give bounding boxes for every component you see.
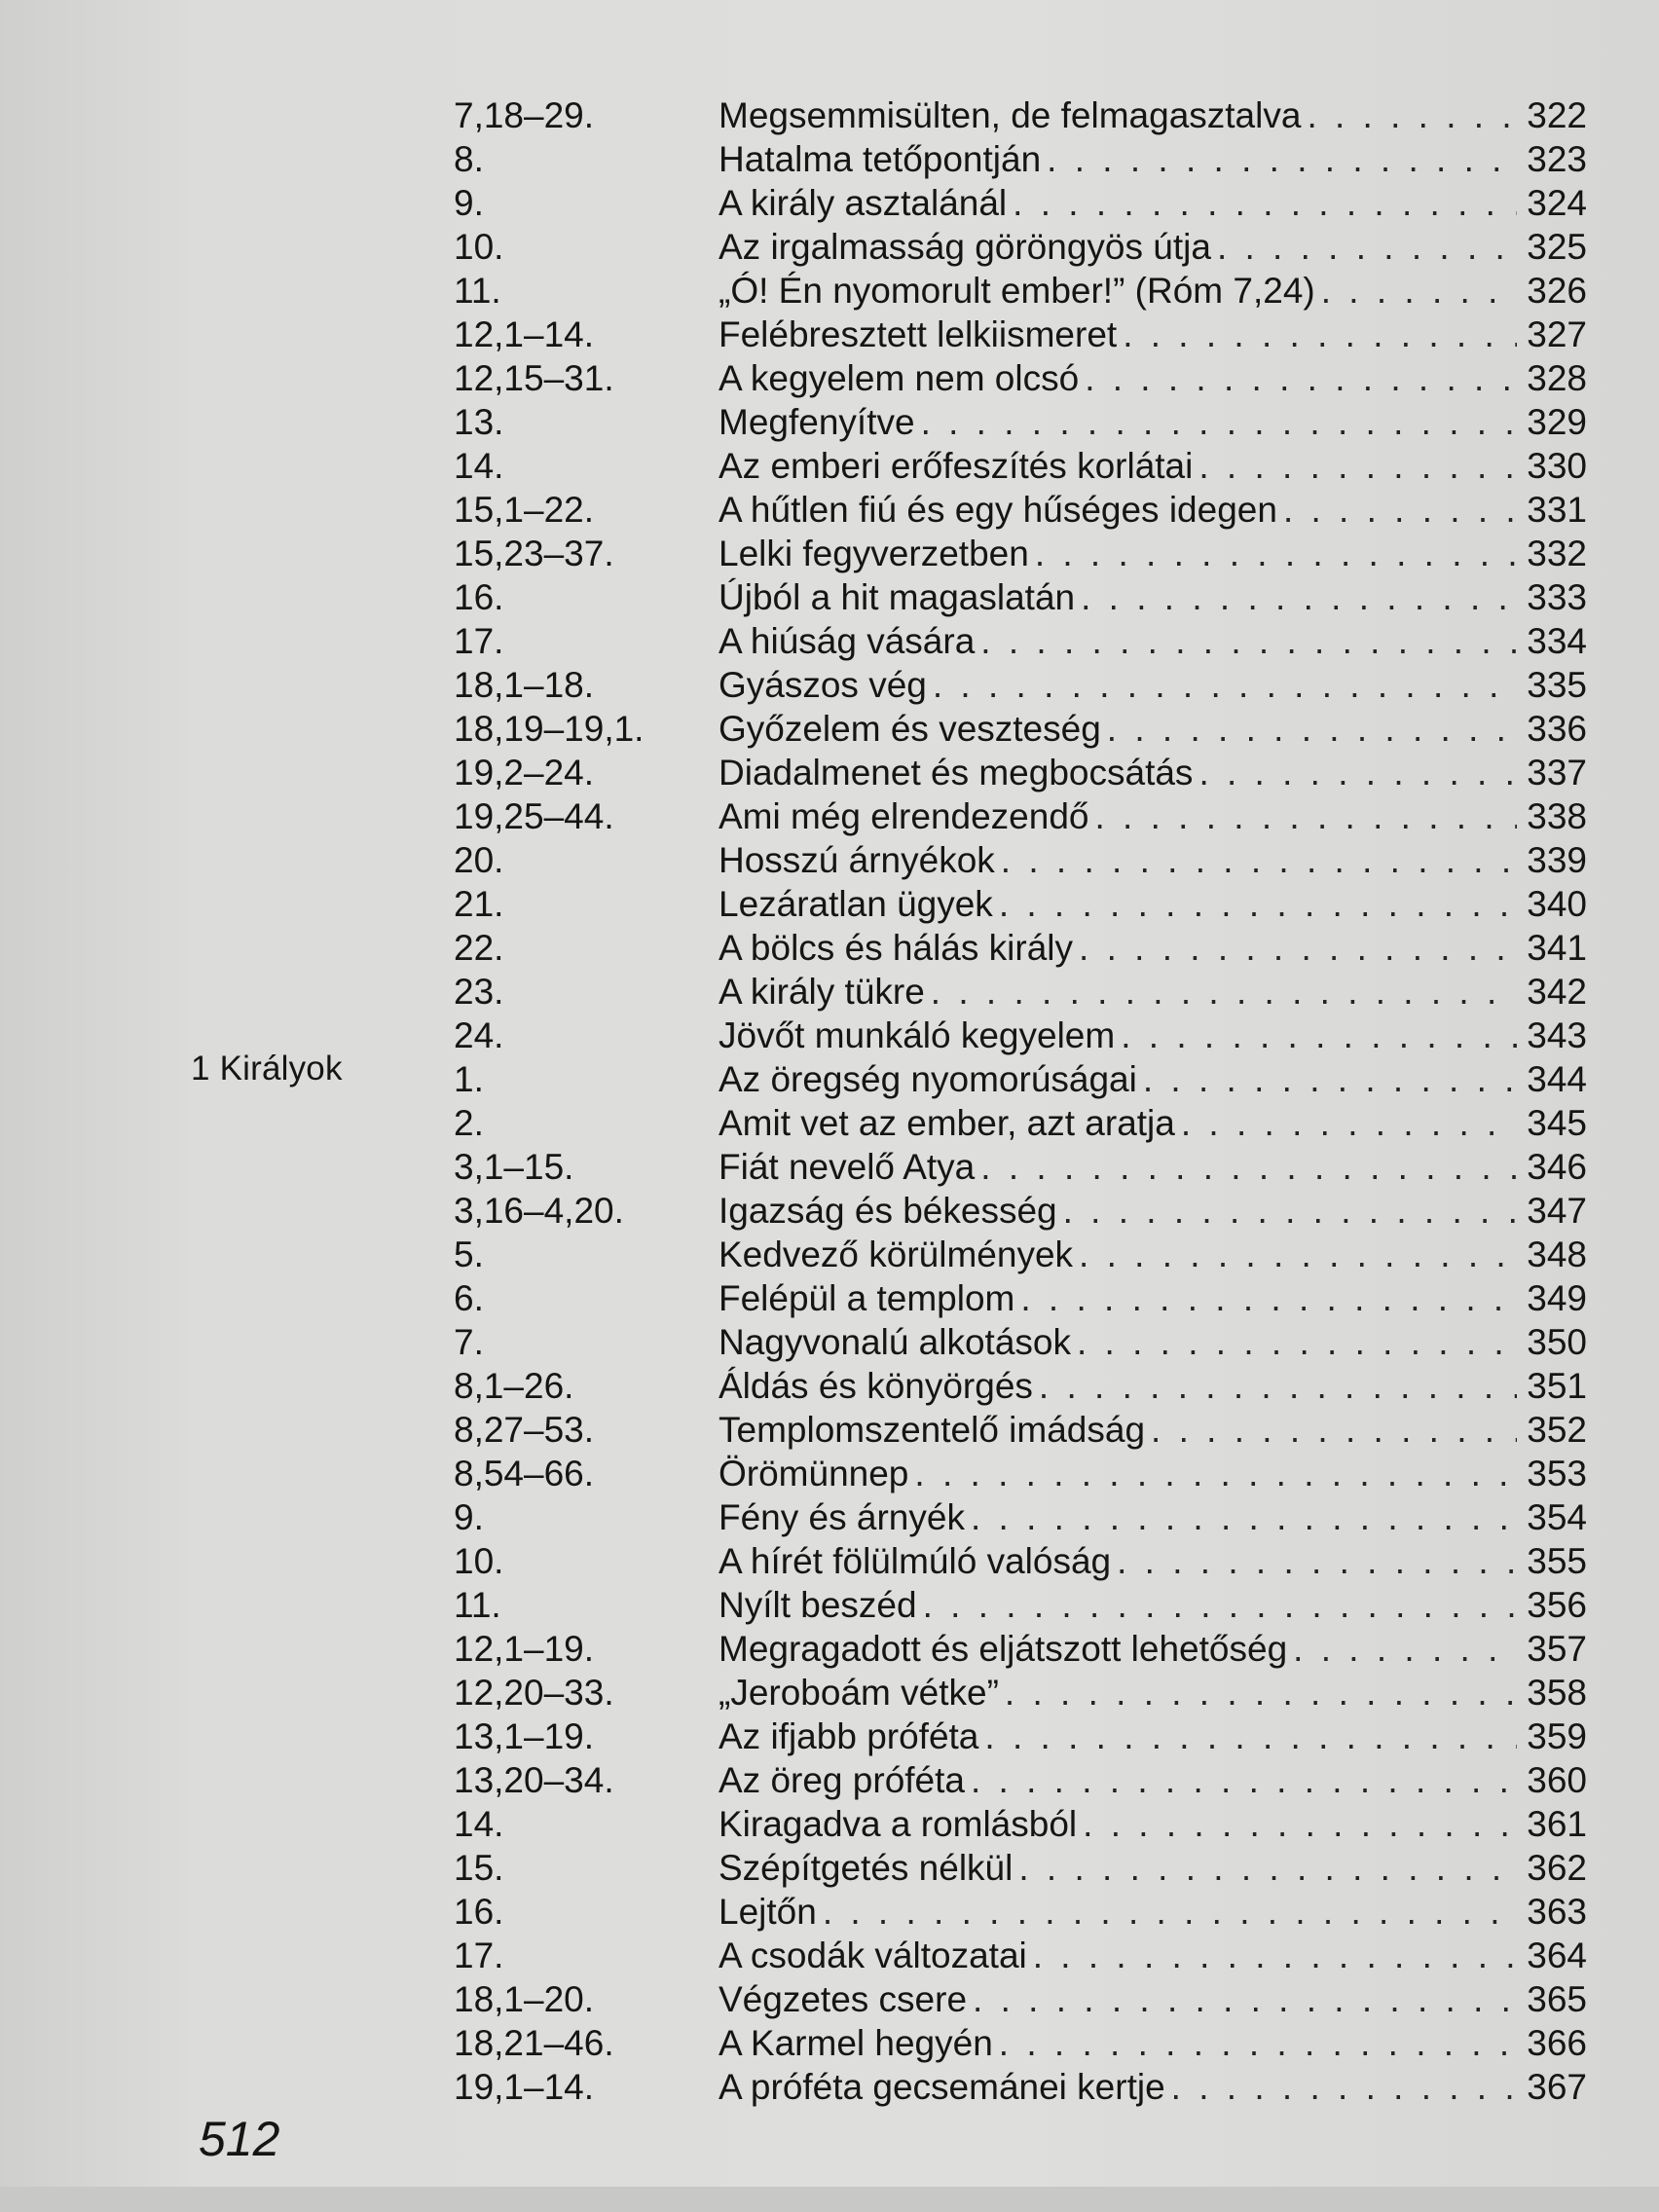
toc-title: A hűtlen fiú és egy hűséges idegen (719, 490, 1277, 530)
toc-entry (719, 444, 1587, 488)
toc-entry (719, 1233, 1587, 1276)
toc-entry (719, 1846, 1587, 1890)
toc-entry (719, 1671, 1587, 1714)
toc-title: Nagyvonalú alkotások (719, 1322, 1071, 1362)
toc-title: Kiragadva a romlásból (719, 1804, 1078, 1844)
dot-leader (1198, 444, 1517, 488)
toc-entry (719, 751, 1587, 794)
toc-page-number: 340 (1527, 884, 1587, 924)
toc-page-number: 367 (1527, 2067, 1587, 2107)
toc-row (454, 2021, 1591, 2065)
toc-title: Végzetes csere (719, 1979, 968, 2019)
dot-leader (1151, 1408, 1517, 1452)
toc-row (454, 1495, 1591, 1539)
toc-title: Diadalmenet és megbocsátás (719, 753, 1194, 793)
toc-reference: 18,19–19,1. (454, 709, 645, 749)
dot-leader (1107, 707, 1517, 751)
toc-entry (719, 1627, 1587, 1671)
dot-leader (1081, 575, 1517, 619)
toc-entry (719, 619, 1587, 663)
toc-entry (719, 269, 1587, 313)
toc-title: Jövőt munkáló kegyelem (719, 1015, 1116, 1055)
toc-entry (719, 1014, 1587, 1057)
toc-entry (719, 1364, 1587, 1408)
toc-title: „Ó! Én nyomorult ember!” (Róm 7,24) (719, 271, 1315, 311)
dot-leader (823, 1890, 1517, 1934)
toc-row (454, 532, 1591, 575)
toc-entry (719, 356, 1587, 400)
toc-row (454, 1671, 1591, 1714)
toc-page-number: 328 (1527, 358, 1587, 398)
dot-leader (1083, 1802, 1517, 1846)
toc-reference: 12,1–19. (454, 1629, 595, 1669)
dot-leader (1143, 1057, 1517, 1101)
toc-page-number: 352 (1527, 1410, 1587, 1450)
toc-row (454, 1145, 1591, 1189)
toc-page-number: 331 (1527, 490, 1587, 530)
toc-row (454, 1452, 1591, 1495)
toc-page-number: 341 (1527, 928, 1587, 968)
toc-page-number: 357 (1527, 1629, 1587, 1669)
toc-row (454, 313, 1591, 356)
dot-leader (1020, 1276, 1517, 1320)
toc-page-number: 353 (1527, 1454, 1587, 1493)
toc-reference: 14. (454, 1804, 504, 1844)
dot-leader (1033, 1934, 1517, 1977)
toc-entry (719, 707, 1587, 751)
toc-page-number: 359 (1527, 1716, 1587, 1756)
dot-leader (921, 400, 1517, 444)
toc-title: A hírét fölülmúló valóság (719, 1541, 1112, 1581)
dot-leader (931, 970, 1517, 1014)
toc-row (454, 1802, 1591, 1846)
toc-row (454, 2065, 1591, 2109)
dot-leader (1035, 532, 1517, 575)
toc-entry (719, 181, 1587, 225)
toc-title: Áldás és könyörgés (719, 1366, 1033, 1406)
toc-reference: 19,1–14. (454, 2067, 595, 2107)
toc-row (454, 1583, 1591, 1627)
dot-leader (984, 1714, 1517, 1758)
toc-title: A kegyelem nem olcsó (719, 358, 1080, 398)
toc-title: Hatalma tetőpontján (719, 139, 1042, 179)
toc-title: Felépül a templom (719, 1278, 1015, 1318)
toc-entry (719, 1934, 1587, 1977)
dot-leader (1283, 488, 1517, 532)
toc-row (454, 488, 1591, 532)
toc-entry (719, 1145, 1587, 1189)
dot-leader (1307, 93, 1517, 137)
toc-row (454, 1101, 1591, 1145)
toc-page-number: 354 (1527, 1497, 1587, 1537)
toc-reference: 17. (454, 1936, 504, 1975)
toc-reference: 15,23–37. (454, 534, 614, 573)
toc-title: Szépítgetés nélkül (719, 1848, 1014, 1888)
dot-leader (1085, 356, 1517, 400)
toc-reference: 11. (454, 1585, 501, 1625)
toc-entry (719, 93, 1587, 137)
toc-title: Hosszú árnyékok (719, 840, 995, 880)
toc-row (454, 1014, 1591, 1057)
toc-entry (719, 1539, 1587, 1583)
dot-leader (1047, 137, 1517, 181)
toc-reference: 8,54–66. (454, 1454, 595, 1493)
toc-page-number: 330 (1527, 446, 1587, 486)
toc-entry (719, 488, 1587, 532)
dot-leader (1293, 1627, 1517, 1671)
toc-page-number: 339 (1527, 840, 1587, 880)
dot-leader (1198, 751, 1517, 794)
toc-title: Megragadott és eljátszott lehetőség (719, 1629, 1288, 1669)
toc-page-number: 324 (1527, 183, 1587, 223)
toc-title: Fiát nevelő Atya (719, 1147, 976, 1187)
toc-reference: 18,1–18. (454, 665, 595, 705)
toc-row (454, 1627, 1591, 1671)
toc-entry (719, 882, 1587, 926)
toc-title: Nyílt beszéd (719, 1585, 917, 1625)
toc-row (454, 1057, 1591, 1101)
toc-reference: 10. (454, 227, 504, 267)
toc-title: Lejtőn (719, 1892, 817, 1932)
dot-leader (923, 1583, 1517, 1627)
toc-page-number: 358 (1527, 1673, 1587, 1713)
toc-row (454, 137, 1591, 181)
toc-title: Az irgalmasság göröngyös útja (719, 227, 1211, 267)
dot-leader (1095, 794, 1518, 838)
toc-page-number: 338 (1527, 796, 1587, 836)
toc-title: Igazság és békesség (719, 1191, 1057, 1231)
toc-row (454, 619, 1591, 663)
toc-reference: 16. (454, 577, 504, 617)
dot-leader (1063, 1189, 1517, 1233)
dot-leader (980, 619, 1517, 663)
toc-title: A király asztalánál (719, 183, 1008, 223)
toc-reference: 18,1–20. (454, 1979, 595, 2019)
dot-leader (1013, 181, 1517, 225)
toc-page-number: 344 (1527, 1059, 1587, 1099)
toc-title: Az ifjabb próféta (719, 1716, 979, 1756)
toc-reference: 1. (454, 1059, 484, 1099)
toc-row (454, 444, 1591, 488)
toc-row (454, 1846, 1591, 1890)
toc-page-number: 350 (1527, 1322, 1587, 1362)
page-number-folio: 512 (199, 2112, 280, 2166)
toc-page-number: 322 (1527, 95, 1587, 135)
toc-row (454, 794, 1591, 838)
toc-title: „Jeroboám vétke” (719, 1673, 999, 1713)
dot-leader (971, 1495, 1517, 1539)
dot-leader (1121, 1014, 1517, 1057)
dot-leader (1117, 1539, 1517, 1583)
table-of-contents (454, 93, 1591, 2109)
toc-page-number: 337 (1527, 753, 1587, 793)
toc-reference: 15. (454, 1848, 504, 1888)
toc-page-number: 351 (1527, 1366, 1587, 1406)
toc-reference: 10. (454, 1541, 504, 1581)
toc-entry (719, 926, 1587, 970)
toc-reference: 17. (454, 621, 504, 661)
toc-entry (719, 1189, 1587, 1233)
toc-row (454, 1233, 1591, 1276)
toc-entry (719, 1495, 1587, 1539)
toc-row (454, 1977, 1591, 2021)
toc-row (454, 751, 1591, 794)
toc-page-number: 346 (1527, 1147, 1587, 1187)
toc-page-number: 335 (1527, 665, 1587, 705)
toc-title: Megfenyítve (719, 402, 915, 442)
toc-entry (719, 663, 1587, 707)
toc-title: Győzelem és veszteség (719, 709, 1101, 749)
toc-reference: 7. (454, 1322, 484, 1362)
toc-page-number: 361 (1527, 1804, 1587, 1844)
toc-entry (719, 225, 1587, 269)
toc-title: Felébresztett lelkiismeret (719, 314, 1118, 354)
toc-row (454, 926, 1591, 970)
toc-row (454, 1364, 1591, 1408)
toc-reference: 5. (454, 1235, 484, 1274)
toc-reference: 13,1–19. (454, 1716, 595, 1756)
toc-row (454, 1320, 1591, 1364)
book-label: 1 Királyok (191, 1050, 343, 1088)
toc-reference: 3,1–15. (454, 1147, 574, 1187)
toc-entry (719, 1890, 1587, 1934)
toc-reference: 12,1–14. (454, 314, 595, 354)
toc-title: A próféta gecsemánei kertje (719, 2067, 1165, 2107)
toc-entry (719, 1276, 1587, 1320)
toc-entry (719, 313, 1587, 356)
toc-page-number: 365 (1527, 1979, 1587, 2019)
toc-page-number: 348 (1527, 1235, 1587, 1274)
dot-leader (1005, 1671, 1517, 1714)
toc-reference: 7,18–29. (454, 95, 595, 135)
toc-reference: 21. (454, 884, 504, 924)
dot-leader (1077, 1320, 1517, 1364)
toc-row (454, 707, 1591, 751)
toc-entry (719, 2021, 1587, 2065)
toc-entry (719, 794, 1587, 838)
toc-row (454, 1714, 1591, 1758)
toc-entry (719, 1583, 1587, 1627)
dot-leader (1079, 926, 1517, 970)
dot-leader (1123, 313, 1517, 356)
toc-reference: 19,25–44. (454, 796, 614, 836)
dot-leader (999, 2021, 1517, 2065)
toc-entry (719, 1057, 1587, 1101)
dot-leader (1079, 1233, 1517, 1276)
toc-entry (719, 1101, 1587, 1145)
toc-entry (719, 1758, 1587, 1802)
dot-leader (1181, 1101, 1517, 1145)
toc-title: Örömünnep (719, 1454, 909, 1493)
toc-page-number: 326 (1527, 271, 1587, 311)
toc-page-number: 347 (1527, 1191, 1587, 1231)
toc-row (454, 1758, 1591, 1802)
toc-title: Az emberi erőfeszítés korlátai (719, 446, 1194, 486)
toc-entry (719, 1408, 1587, 1452)
toc-title: Fény és árnyék (719, 1497, 965, 1537)
toc-page-number: 332 (1527, 534, 1587, 573)
toc-page-number: 325 (1527, 227, 1587, 267)
dot-leader (971, 1758, 1517, 1802)
toc-reference: 19,2–24. (454, 753, 595, 793)
toc-title: Amit vet az ember, azt aratja (719, 1103, 1175, 1143)
toc-reference: 8. (454, 139, 484, 179)
toc-reference: 20. (454, 840, 504, 880)
toc-entry (719, 1714, 1587, 1758)
toc-title: Kedvező körülmények (719, 1235, 1074, 1274)
toc-entry (719, 1977, 1587, 2021)
toc-title: A csodák változatai (719, 1936, 1027, 1975)
dot-leader (1217, 225, 1517, 269)
toc-row (454, 269, 1591, 313)
toc-reference: 11. (454, 271, 501, 311)
toc-row (454, 1189, 1591, 1233)
toc-reference: 8,27–53. (454, 1410, 595, 1450)
toc-page-number: 343 (1527, 1015, 1587, 1055)
toc-page-number: 327 (1527, 314, 1587, 354)
dot-leader (1018, 1846, 1517, 1890)
toc-row (454, 1408, 1591, 1452)
toc-title: A Karmel hegyén (719, 2023, 993, 2063)
toc-reference: 13. (454, 402, 504, 442)
toc-row (454, 663, 1591, 707)
toc-entry (719, 575, 1587, 619)
toc-title: A hiúság vására (719, 621, 976, 661)
toc-row (454, 575, 1591, 619)
toc-title: Lelki fegyverzetben (719, 534, 1029, 573)
toc-page-number: 355 (1527, 1541, 1587, 1581)
dot-leader (999, 882, 1517, 926)
toc-page-number: 342 (1527, 972, 1587, 1012)
toc-page-number: 334 (1527, 621, 1587, 661)
toc-reference: 9. (454, 183, 484, 223)
toc-reference: 13,20–34. (454, 1760, 614, 1800)
toc-title: Gyászos vég (719, 665, 927, 705)
toc-page-number: 360 (1527, 1760, 1587, 1800)
toc-reference: 12,15–31. (454, 358, 614, 398)
toc-reference: 15,1–22. (454, 490, 595, 530)
toc-row (454, 970, 1591, 1014)
toc-row (454, 1276, 1591, 1320)
toc-row (454, 1539, 1591, 1583)
toc-title: Az öregség nyomorúságai (719, 1059, 1137, 1099)
toc-page-number: 329 (1527, 402, 1587, 442)
toc-row (454, 93, 1591, 137)
toc-row (454, 1890, 1591, 1934)
toc-page-number: 345 (1527, 1103, 1587, 1143)
toc-reference: 9. (454, 1497, 484, 1537)
toc-reference: 3,16–4,20. (454, 1191, 624, 1231)
scan-bottom-strip (0, 2187, 1659, 2212)
toc-reference: 16. (454, 1892, 504, 1932)
toc-reference: 14. (454, 446, 504, 486)
toc-entry (719, 2065, 1587, 2109)
toc-entry (719, 970, 1587, 1014)
dot-leader (1171, 2065, 1517, 2109)
dot-leader (1321, 269, 1517, 313)
toc-page-number: 323 (1527, 139, 1587, 179)
toc-reference: 12,20–33. (454, 1673, 614, 1713)
toc-title: Megsemmisülten, de felmagasztalva (719, 95, 1302, 135)
toc-page-number: 336 (1527, 709, 1587, 749)
dot-leader (914, 1452, 1517, 1495)
toc-row (454, 882, 1591, 926)
toc-entry (719, 532, 1587, 575)
toc-reference: 2. (454, 1103, 484, 1143)
dot-leader (973, 1977, 1517, 2021)
toc-entry (719, 838, 1587, 882)
toc-page-number: 356 (1527, 1585, 1587, 1625)
toc-reference: 8,1–26. (454, 1366, 574, 1406)
toc-reference: 6. (454, 1278, 484, 1318)
toc-title: Ami még elrendezendő (719, 796, 1089, 836)
dot-leader (1039, 1364, 1517, 1408)
dot-leader (980, 1145, 1517, 1189)
toc-reference: 22. (454, 928, 504, 968)
toc-title: Az öreg próféta (719, 1760, 965, 1800)
toc-page-number: 362 (1527, 1848, 1587, 1888)
toc-row (454, 356, 1591, 400)
toc-reference: 18,21–46. (454, 2023, 614, 2063)
toc-title: Újból a hit magaslatán (719, 577, 1076, 617)
toc-entry (719, 1452, 1587, 1495)
toc-title: Templomszentelő imádság (719, 1410, 1146, 1450)
toc-page-number: 333 (1527, 577, 1587, 617)
toc-entry (719, 1802, 1587, 1846)
dot-leader (1001, 838, 1517, 882)
toc-entry (719, 1320, 1587, 1364)
toc-entry (719, 137, 1587, 181)
toc-title: A bölcs és hálás király (719, 928, 1074, 968)
toc-page-number: 364 (1527, 1936, 1587, 1975)
toc-reference: 23. (454, 972, 504, 1012)
toc-row (454, 181, 1591, 225)
toc-row (454, 838, 1591, 882)
toc-row (454, 225, 1591, 269)
toc-page-number: 363 (1527, 1892, 1587, 1932)
dot-leader (933, 663, 1517, 707)
toc-row (454, 1934, 1591, 1977)
toc-page-number: 349 (1527, 1278, 1587, 1318)
toc-title: Lezáratlan ügyek (719, 884, 993, 924)
toc-entry (719, 400, 1587, 444)
toc-reference: 24. (454, 1015, 504, 1055)
toc-row (454, 400, 1591, 444)
toc-page-number: 366 (1527, 2023, 1587, 2063)
toc-title: A király tükre (719, 972, 925, 1012)
